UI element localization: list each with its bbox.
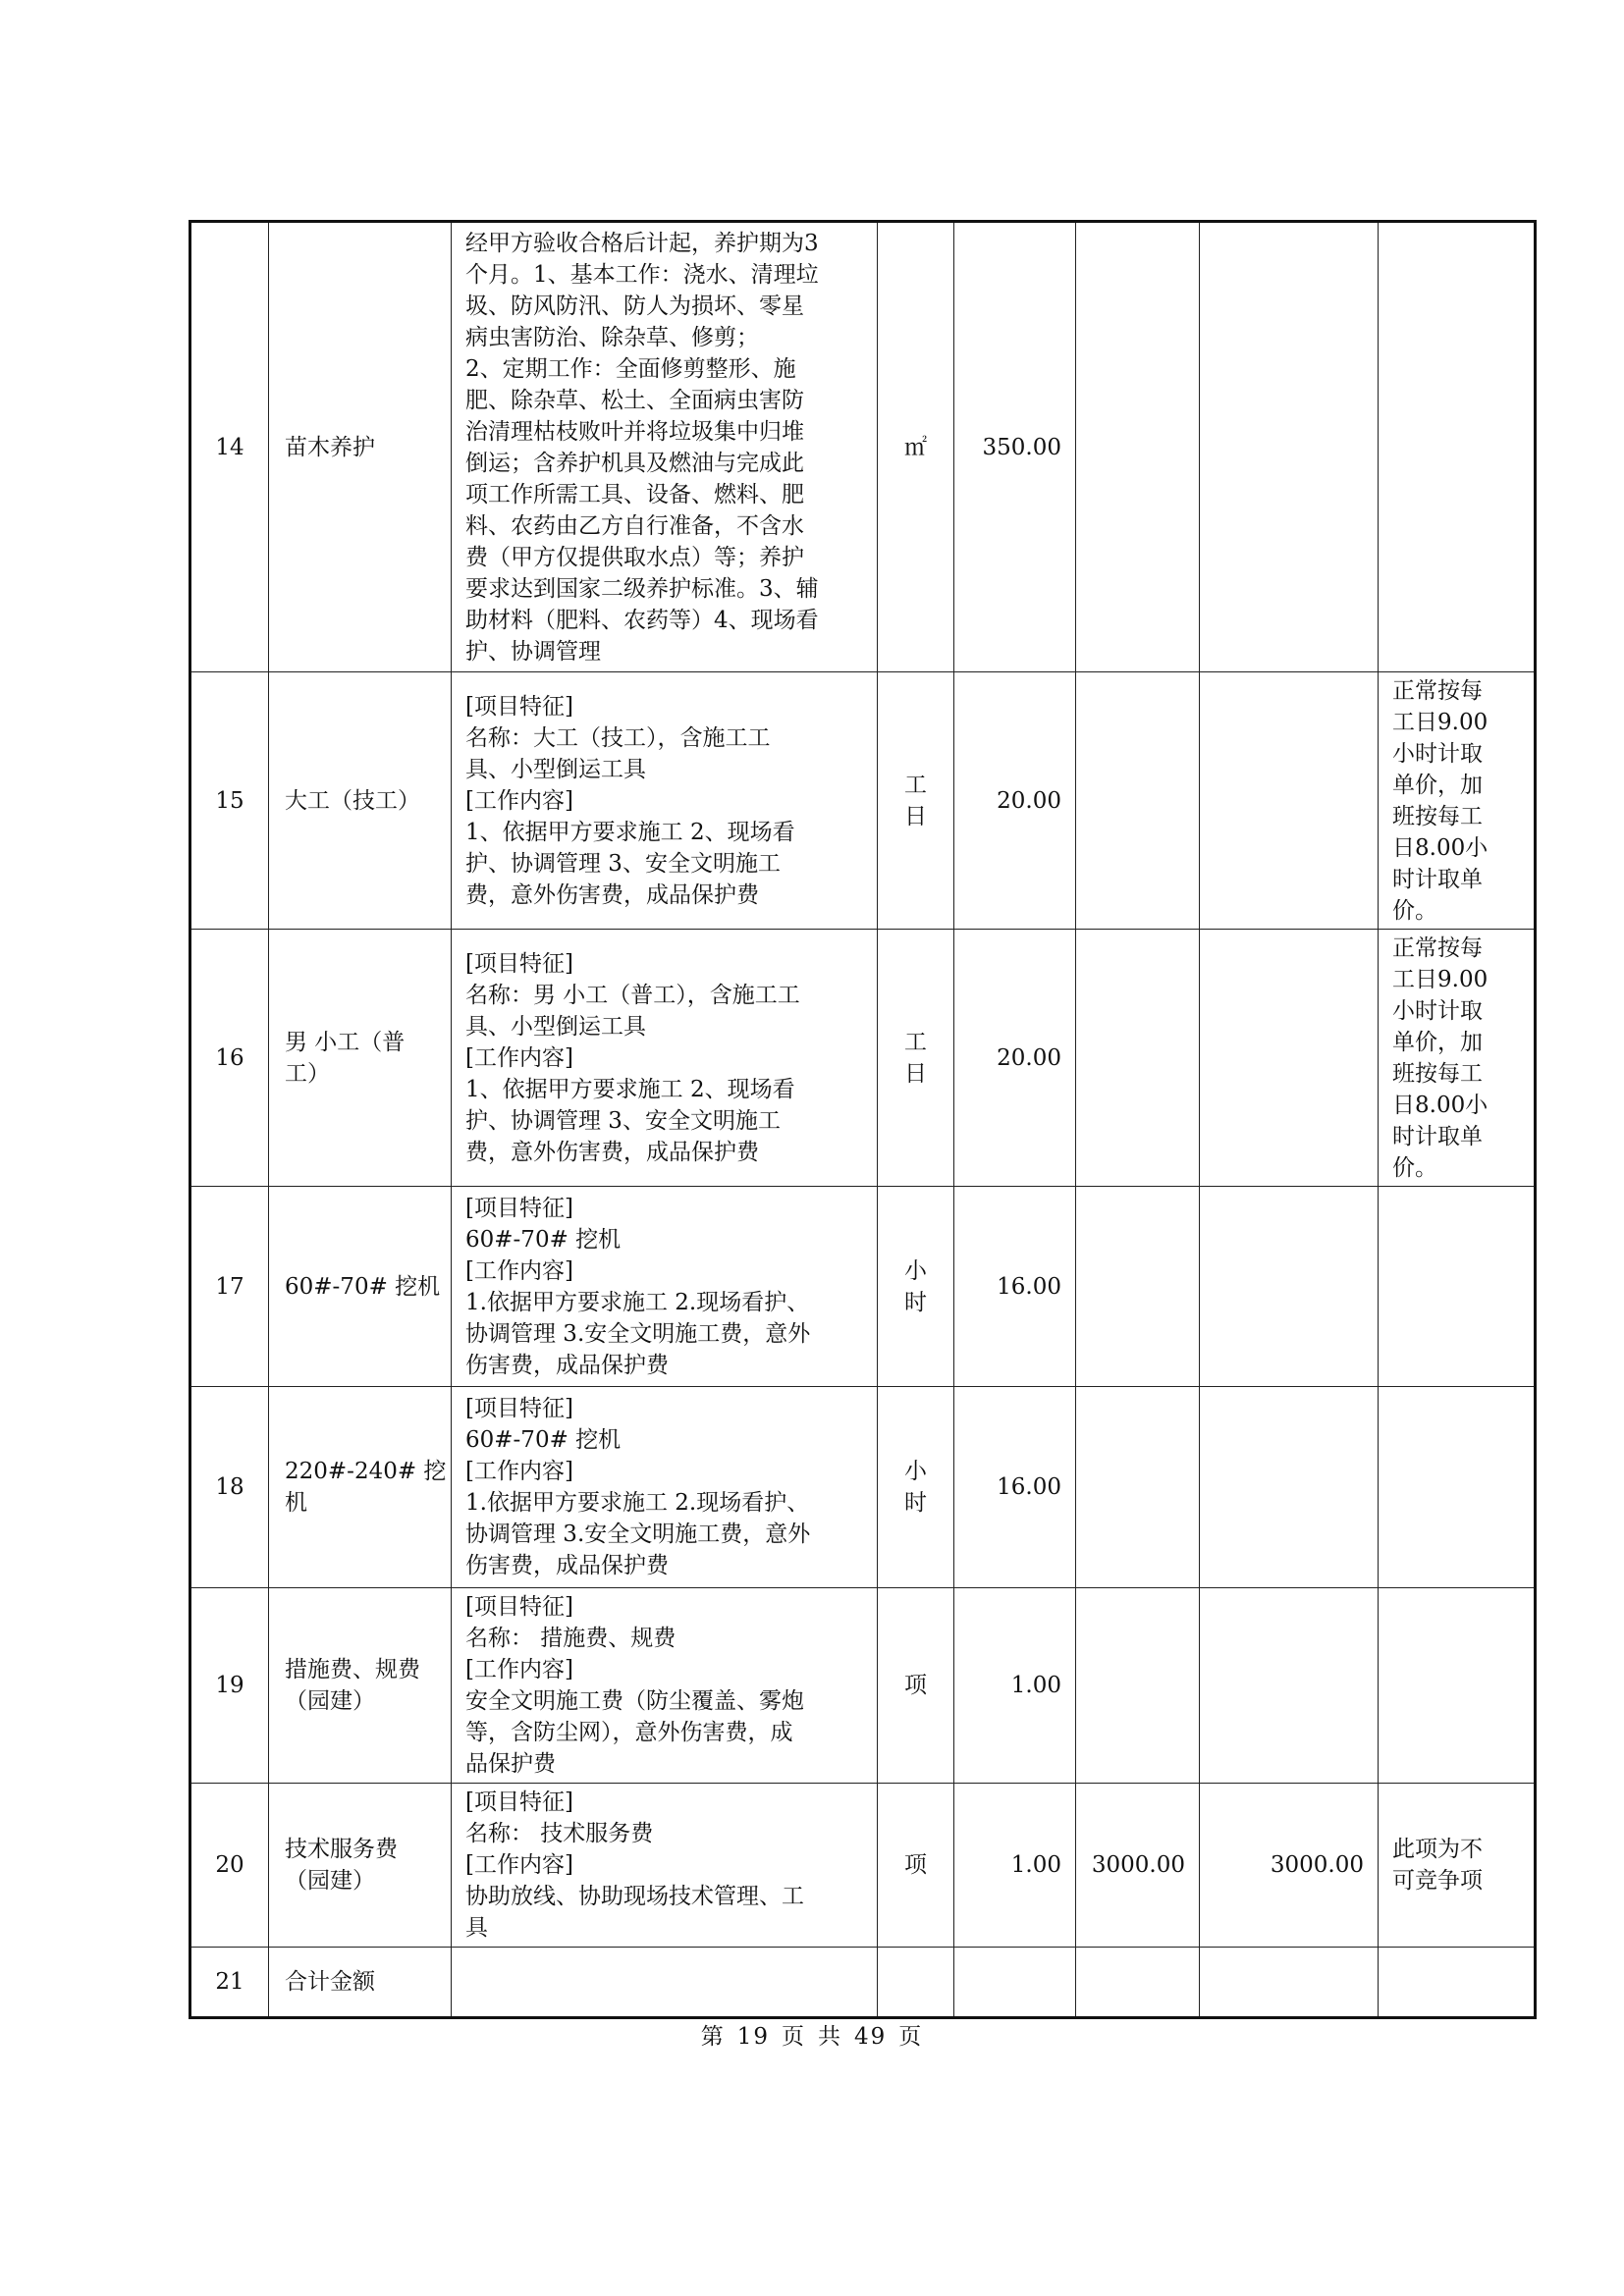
item-description-line: 协助放线、协助现场技术管理、工 <box>465 1884 804 1909</box>
item-description-line: [项目特征] <box>465 950 573 977</box>
item-description-line: 治清理枯枝败叶并将垃圾集中归堆 <box>465 418 804 445</box>
item-remark <box>1379 930 1536 1187</box>
item-unit-price <box>1076 1948 1200 2018</box>
item-description-line: 项工作所需工具、设备、燃料、肥 <box>465 481 804 507</box>
item-description-line: 1.依据甲方要求施工 2.现场看护、 <box>465 1289 810 1315</box>
item-description-line: 具 <box>465 1915 488 1941</box>
item-description-line: [项目特征] <box>465 1396 573 1421</box>
item-description <box>452 1387 878 1588</box>
item-quantity: 16.00 <box>954 1387 1076 1588</box>
item-remark-line: 时计取单 <box>1392 866 1483 892</box>
item-unit-price <box>1076 930 1200 1187</box>
item-quantity: 20.00 <box>954 930 1076 1187</box>
item-remark-line: 正常按每 <box>1392 934 1483 961</box>
item-remark-line: 班按每工 <box>1392 1060 1483 1087</box>
item-description-line: [项目特征] <box>465 1594 573 1620</box>
item-description-line: [工作内容] <box>465 1852 573 1878</box>
item-description <box>452 1948 878 2018</box>
item-quantity <box>954 1948 1076 2018</box>
item-unit-line: 日 <box>904 1060 927 1087</box>
page-number: 19 <box>736 2024 770 2050</box>
item-remark-line: 单价，加 <box>1392 1029 1483 1055</box>
item-amount <box>1200 672 1379 930</box>
item-remark-line: 日8.00小 <box>1392 834 1489 861</box>
item-unit-line: 工 <box>904 1029 927 1055</box>
item-unit-price <box>1076 1588 1200 1784</box>
item-description-line: [项目特征] <box>465 1195 573 1221</box>
item-description-line: 品保护费 <box>465 1751 556 1777</box>
row-number: 16 <box>190 930 269 1187</box>
item-unit <box>878 1784 954 1948</box>
item-unit <box>878 1948 954 2018</box>
table-row <box>190 1948 1536 2018</box>
item-name-line: 苗木养护 <box>285 434 375 460</box>
row-number: 20 <box>190 1784 269 1948</box>
item-remark-line: 小时计取 <box>1392 997 1483 1024</box>
item-remark <box>1379 1187 1536 1387</box>
item-name <box>269 222 452 672</box>
item-unit-price <box>1076 1187 1200 1387</box>
item-description-line: 倒运；含养护机具及燃油与完成此 <box>465 450 804 476</box>
item-name-line: 工） <box>285 1060 330 1087</box>
item-description-line: 伤害费，成品保护费 <box>465 1553 669 1578</box>
row-number: 14 <box>190 222 269 672</box>
item-remark-line: 正常按每 <box>1392 677 1483 704</box>
item-description-line: 2、定期工作：全面修剪整形、施 <box>465 355 796 382</box>
item-description-line: 肥、除杂草、松土、全面病虫害防 <box>465 387 804 413</box>
item-amount: 3000.00 <box>1200 1784 1379 1948</box>
item-amount <box>1200 222 1379 672</box>
item-description-line: 费，意外伤害费，成品保护费 <box>465 881 759 908</box>
item-description-line: 护、协调管理 3、安全文明施工 <box>465 1107 781 1134</box>
item-description-line: 名称：男 小工（普工），含施工工 <box>465 982 800 1008</box>
item-unit-line: ㎡ <box>904 434 927 460</box>
item-name-line: 男 小工（普 <box>285 1029 406 1055</box>
item-description-line: 要求达到国家二级养护标准。3、辅 <box>465 575 819 602</box>
table-body <box>190 222 1536 2018</box>
item-description-line: 助材料（肥料、农药等）4、现场看 <box>465 607 819 633</box>
item-description-line: 护、协调管理 <box>465 638 601 665</box>
item-description-line: 具、小型倒运工具 <box>465 756 646 782</box>
item-description-line: [工作内容] <box>465 1657 573 1682</box>
item-name-line: 大工（技工） <box>285 787 420 814</box>
item-name <box>269 1588 452 1784</box>
item-description-line: [项目特征] <box>465 1789 573 1815</box>
item-name <box>269 1187 452 1387</box>
item-description-line: 协调管理 3.安全文明施工费，意外 <box>465 1522 811 1547</box>
item-amount <box>1200 1387 1379 1588</box>
item-description-line: 料、农药由乙方自行准备，不含水 <box>465 512 804 539</box>
item-unit-line: 时 <box>904 1490 927 1516</box>
row-number: 17 <box>190 1187 269 1387</box>
table-row <box>190 1588 1536 1784</box>
item-quantity: 1.00 <box>954 1784 1076 1948</box>
item-name-line: 机 <box>285 1490 307 1516</box>
item-quantity: 350.00 <box>954 222 1076 672</box>
item-unit-line: 时 <box>904 1289 927 1315</box>
row-number: 15 <box>190 672 269 930</box>
item-amount <box>1200 1588 1379 1784</box>
item-description <box>452 672 878 930</box>
footer-ye: 页 <box>782 2024 806 2050</box>
item-description-line: 安全文明施工费（防尘覆盖、雾炮 <box>465 1688 804 1714</box>
item-description-line: [项目特征] <box>465 693 573 720</box>
table-row <box>190 930 1536 1187</box>
item-remark <box>1379 672 1536 930</box>
item-description-line: 60#-70# 挖机 <box>465 1427 622 1453</box>
item-unit-line: 小 <box>904 1459 927 1484</box>
item-remark-line: 可竞争项 <box>1392 1868 1483 1894</box>
item-unit <box>878 930 954 1187</box>
item-remark-line: 日8.00小 <box>1392 1092 1489 1118</box>
item-remark-line: 小时计取 <box>1392 740 1483 767</box>
item-description <box>452 1588 878 1784</box>
item-unit-line: 项 <box>904 1673 927 1698</box>
item-remark-line: 单价，加 <box>1392 772 1483 798</box>
item-name-line: 措施费、规费 <box>285 1657 420 1682</box>
item-amount <box>1200 1948 1379 2018</box>
item-description-line: 等，含防尘网），意外伤害费，成 <box>465 1720 793 1745</box>
item-description-line: 病虫害防治、除杂草、修剪； <box>465 324 759 350</box>
table-row <box>190 222 1536 672</box>
item-description-line: 1、依据甲方要求施工 2、现场看 <box>465 819 795 845</box>
item-name <box>269 1784 452 1948</box>
item-remark-line: 工日9.00 <box>1392 709 1489 735</box>
item-description <box>452 222 878 672</box>
item-description-line: 费，意外伤害费，成品保护费 <box>465 1139 759 1165</box>
item-description-line: 1、依据甲方要求施工 2、现场看 <box>465 1076 795 1102</box>
item-unit <box>878 1187 954 1387</box>
item-description-line: 协调管理 3.安全文明施工费，意外 <box>465 1320 811 1347</box>
item-remark-line: 时计取单 <box>1392 1123 1483 1149</box>
item-amount <box>1200 1187 1379 1387</box>
item-description-line: 个月。1、基本工作：浇水、清理垃 <box>465 261 819 288</box>
footer-ye-end: 页 <box>898 2024 924 2050</box>
item-unit-price <box>1076 1387 1200 1588</box>
item-unit <box>878 1387 954 1588</box>
item-description-line: 名称： 技术服务费 <box>465 1821 654 1846</box>
item-description <box>452 1784 878 1948</box>
table-row <box>190 1387 1536 1588</box>
item-description-line: 伤害费，成品保护费 <box>465 1352 669 1378</box>
row-number: 18 <box>190 1387 269 1588</box>
item-description <box>452 1187 878 1387</box>
table-row <box>190 1187 1536 1387</box>
item-description-line: [工作内容] <box>465 1044 573 1071</box>
item-remark-line: 工日9.00 <box>1392 966 1489 992</box>
item-name-line: （园建） <box>285 1688 375 1714</box>
item-unit-line: 日 <box>904 803 927 829</box>
table-row <box>190 1784 1536 1948</box>
row-number: 21 <box>190 1948 269 2018</box>
item-description-line: 60#-70# 挖机 <box>465 1226 622 1253</box>
item-description-line: [工作内容] <box>465 1459 573 1484</box>
item-remark-line: 价。 <box>1392 897 1437 924</box>
item-unit-line: 项 <box>904 1852 927 1878</box>
page-footer <box>0 2018 1624 2051</box>
item-description-line: 圾、防风防汛、防人为损坏、零星 <box>465 293 804 319</box>
item-remark <box>1379 1948 1536 2018</box>
table-row <box>190 672 1536 930</box>
item-description-line: 护、协调管理 3、安全文明施工 <box>465 850 781 877</box>
item-unit <box>878 672 954 930</box>
item-remark <box>1379 222 1536 672</box>
item-remark <box>1379 1588 1536 1784</box>
item-name <box>269 930 452 1187</box>
item-name-line: 60#-70# 挖机 <box>285 1273 441 1300</box>
item-name-line: 技术服务费 <box>285 1837 398 1862</box>
item-description-line: [工作内容] <box>465 787 573 814</box>
item-quantity: 16.00 <box>954 1187 1076 1387</box>
quotation-table <box>189 220 1537 2019</box>
item-description <box>452 930 878 1187</box>
item-name-line: 合计金额 <box>285 1969 375 1995</box>
item-remark-line: 班按每工 <box>1392 803 1483 829</box>
item-description-line: [工作内容] <box>465 1257 573 1284</box>
footer-di: 第 <box>700 2024 726 2050</box>
item-unit <box>878 222 954 672</box>
item-unit-price <box>1076 672 1200 930</box>
item-description-line: 具、小型倒运工具 <box>465 1013 646 1040</box>
item-quantity: 20.00 <box>954 672 1076 930</box>
item-description-line: 1.依据甲方要求施工 2.现场看护、 <box>465 1490 810 1516</box>
item-name-line: 220#-240# 挖 <box>285 1459 447 1484</box>
item-remark <box>1379 1784 1536 1948</box>
footer-gong: 共 <box>818 2024 842 2050</box>
item-name <box>269 672 452 930</box>
item-description-line: 经甲方验收合格后计起，养护期为3 <box>465 230 819 256</box>
total-pages: 49 <box>854 2024 888 2050</box>
item-remark-line: 价。 <box>1392 1154 1437 1181</box>
item-quantity: 1.00 <box>954 1588 1076 1784</box>
item-name <box>269 1387 452 1588</box>
item-unit-price <box>1076 222 1200 672</box>
item-remark-line: 此项为不 <box>1392 1837 1483 1862</box>
item-name <box>269 1948 452 2018</box>
item-unit-price: 3000.00 <box>1076 1784 1200 1948</box>
row-number: 19 <box>190 1588 269 1784</box>
item-description-line: 名称： 措施费、规费 <box>465 1626 677 1651</box>
item-unit-line: 小 <box>904 1257 927 1284</box>
item-description-line: 费（甲方仅提供取水点）等；养护 <box>465 544 804 570</box>
item-amount <box>1200 930 1379 1187</box>
item-unit-line: 工 <box>904 772 927 798</box>
item-name-line: （园建） <box>285 1868 375 1894</box>
item-unit <box>878 1588 954 1784</box>
item-remark <box>1379 1387 1536 1588</box>
item-description-line: 名称：大工（技工），含施工工 <box>465 724 771 751</box>
